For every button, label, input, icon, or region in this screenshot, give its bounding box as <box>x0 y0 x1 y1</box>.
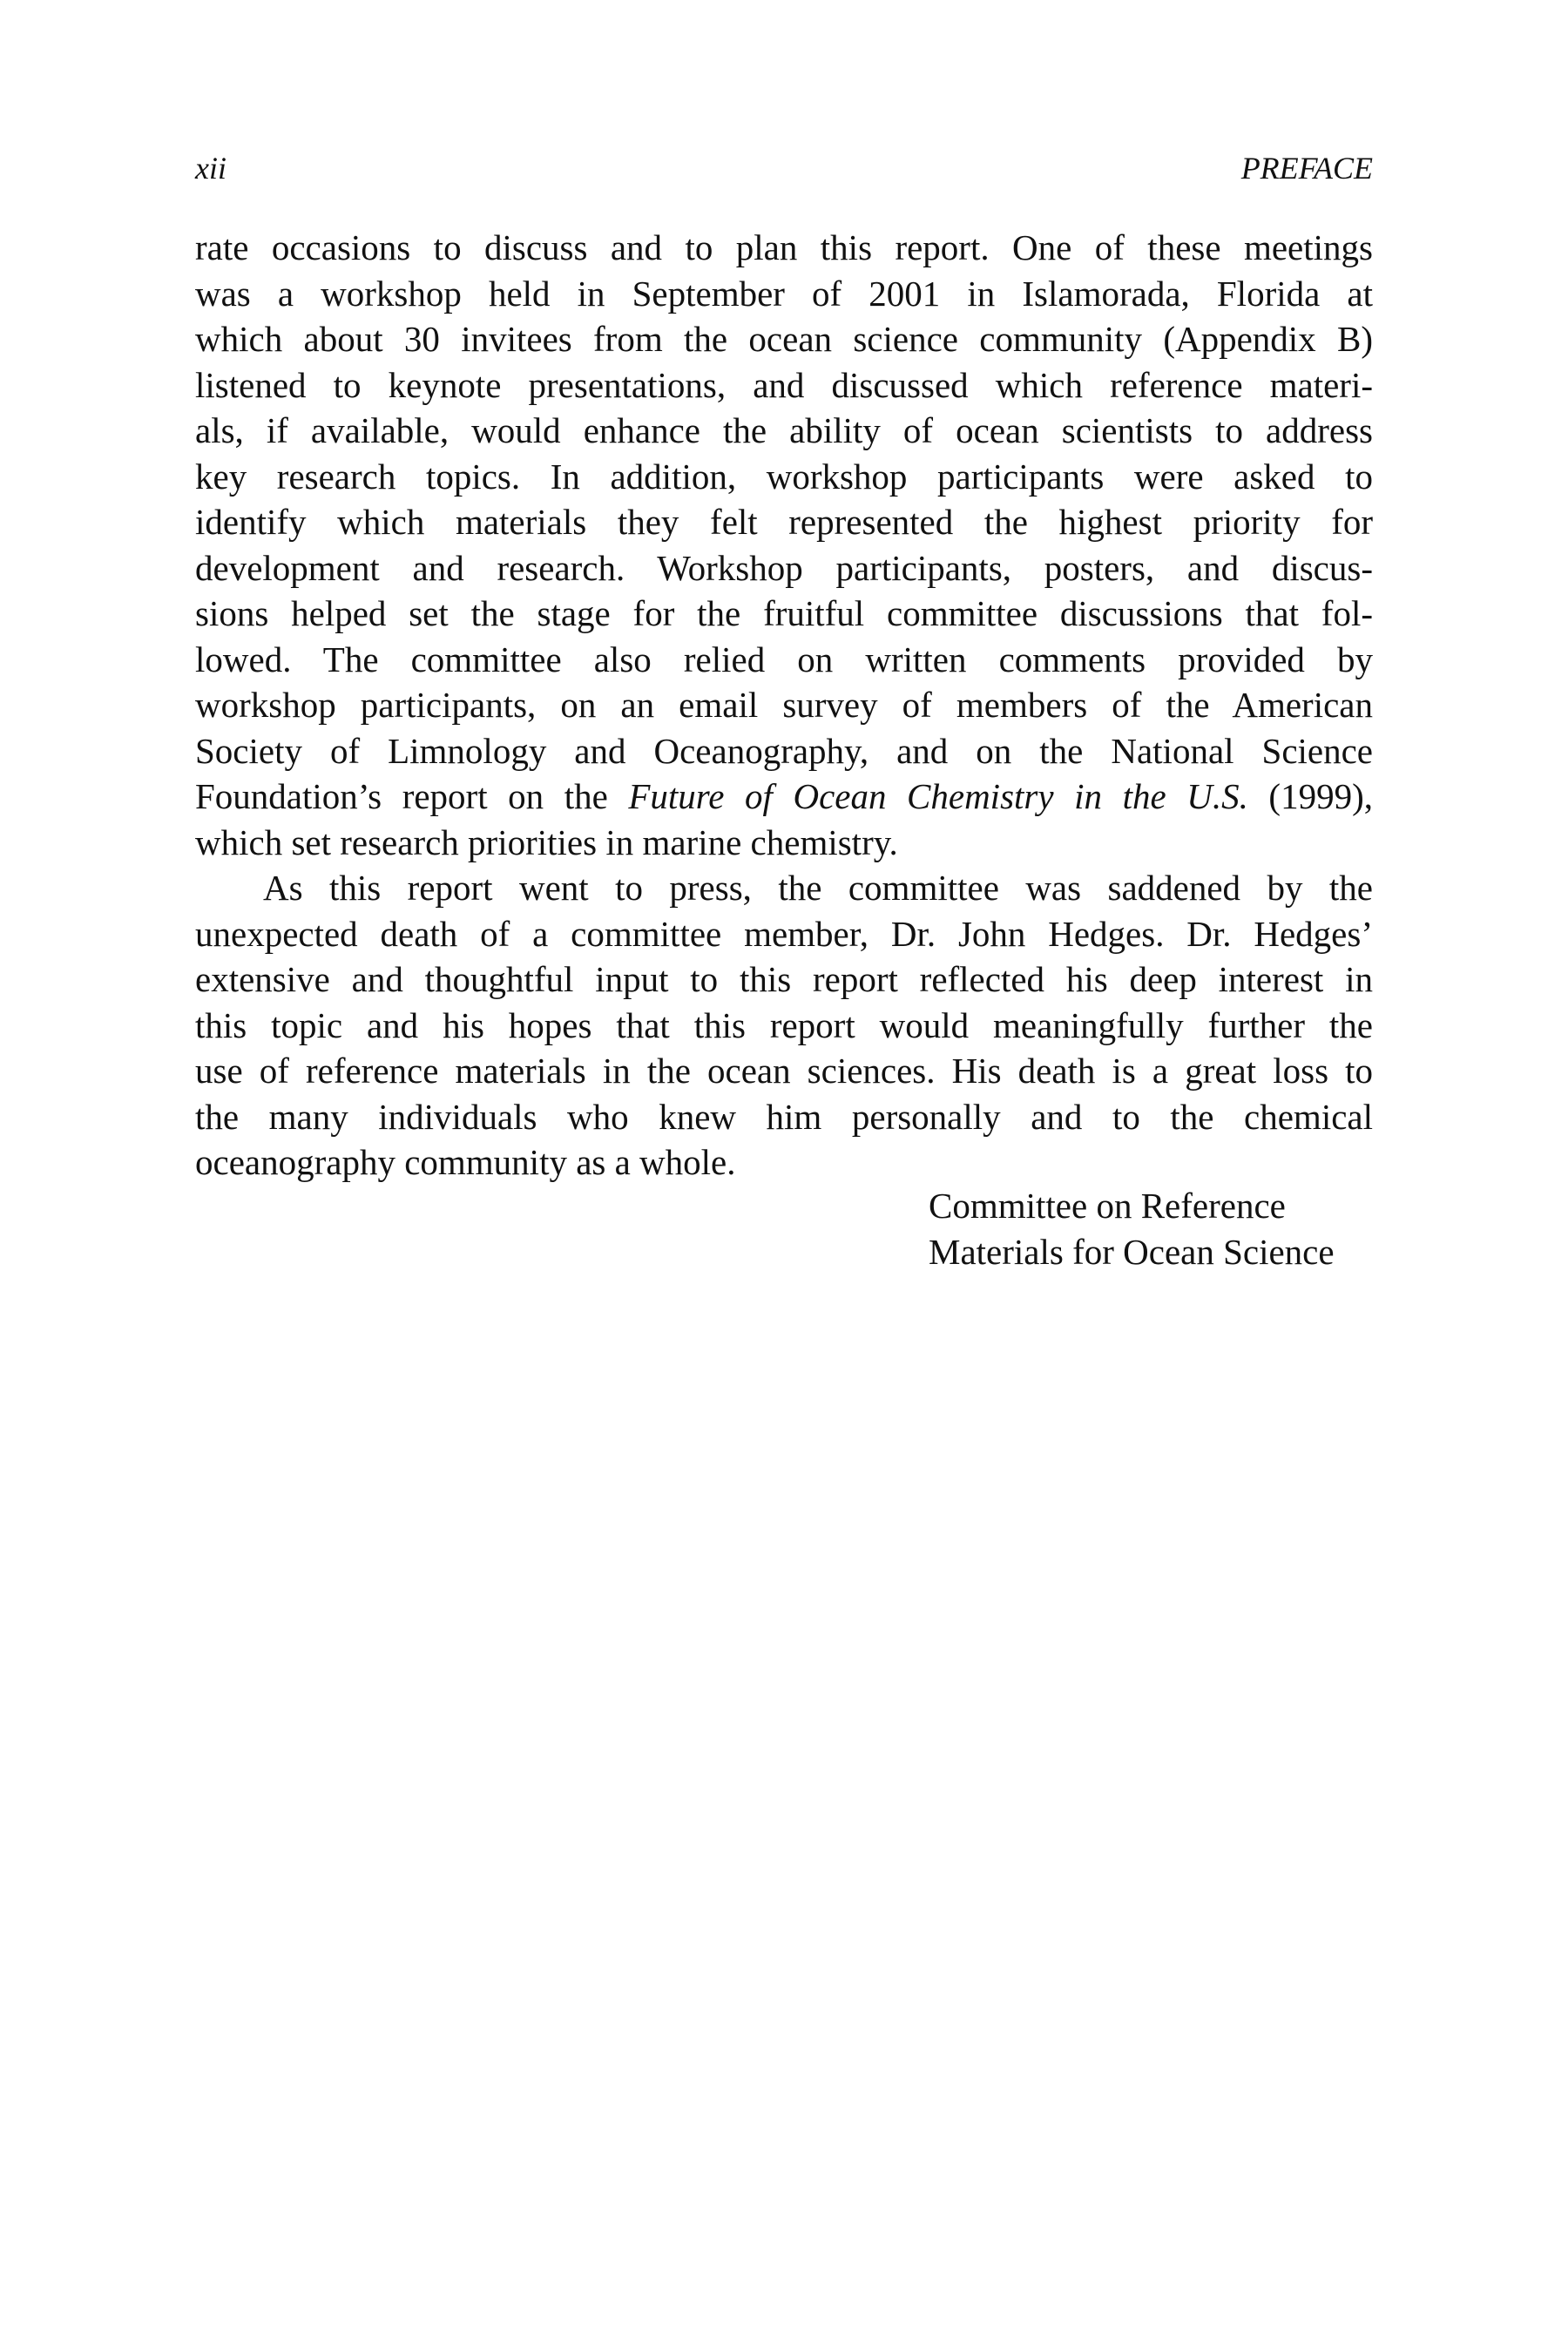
preface-body <box>195 225 1373 1186</box>
text-line: which set research priorities in marine chemistry. <box>195 821 898 862</box>
text-line: unexpected death of a committee member, Dr. John Hedges. Dr. Hedges’ <box>195 913 1373 954</box>
text-line: listened to keynote presentations, and discussed which reference materi- <box>195 364 1373 405</box>
text-line: extensive and thoughtful input to this report reflected his deep interest in <box>195 959 1373 999</box>
text-line: lowed. The committee also relied on written comments provided by <box>195 639 1373 679</box>
page-number: xii <box>195 151 226 186</box>
text-fragment: (1999), <box>1247 776 1373 816</box>
section-title: PREFACE <box>1240 151 1373 186</box>
text-line: rate occasions to discuss and to plan this report. One of these meetings <box>195 227 1373 267</box>
text-line-with-citation <box>195 774 1373 820</box>
text-line: sions helped set the stage for the fruitful committee discussions that fol- <box>195 593 1373 633</box>
signature-line: Committee on Reference <box>929 1186 1286 1226</box>
text-line: which about 30 invitees from the ocean science community (Appendix B) <box>195 319 1373 359</box>
text-line: this topic and his hopes that this report would meaningfully further the <box>195 1004 1373 1045</box>
text-fragment: Foundation’s report on the <box>195 776 629 816</box>
text-line: Society of Limnology and Oceanography, and on the National Science <box>195 730 1373 771</box>
text-line: use of reference materials in the ocean sciences. His death is a great loss to <box>195 1051 1373 1091</box>
text-line: was a workshop held in September of 2001 in Islamorada, Florida at <box>195 273 1373 314</box>
text-line: the many individuals who knew him personally and to the chemical <box>195 1096 1373 1137</box>
signature-block <box>929 1183 1335 1274</box>
text-line: As this report went to press, the committee was saddened by the <box>263 868 1373 908</box>
text-line: als, if available, would enhance the ability of ocean scientists to address <box>195 410 1373 450</box>
text-line: oceanography community as a whole. <box>195 1142 736 1182</box>
cited-report-title: Future of Ocean Chemistry in the U.S. <box>628 776 1248 816</box>
text-line: workshop participants, on an email survey of members of the American <box>195 685 1373 725</box>
text-line: key research topics. In addition, workshop participants were asked to <box>195 456 1373 497</box>
text-line: identify which materials they felt represented the highest priority for <box>195 502 1373 542</box>
text-line: development and research. Workshop participants, posters, and discus- <box>195 547 1373 588</box>
signature-line: Materials for Ocean Science <box>929 1231 1335 1272</box>
running-head <box>195 146 1373 190</box>
